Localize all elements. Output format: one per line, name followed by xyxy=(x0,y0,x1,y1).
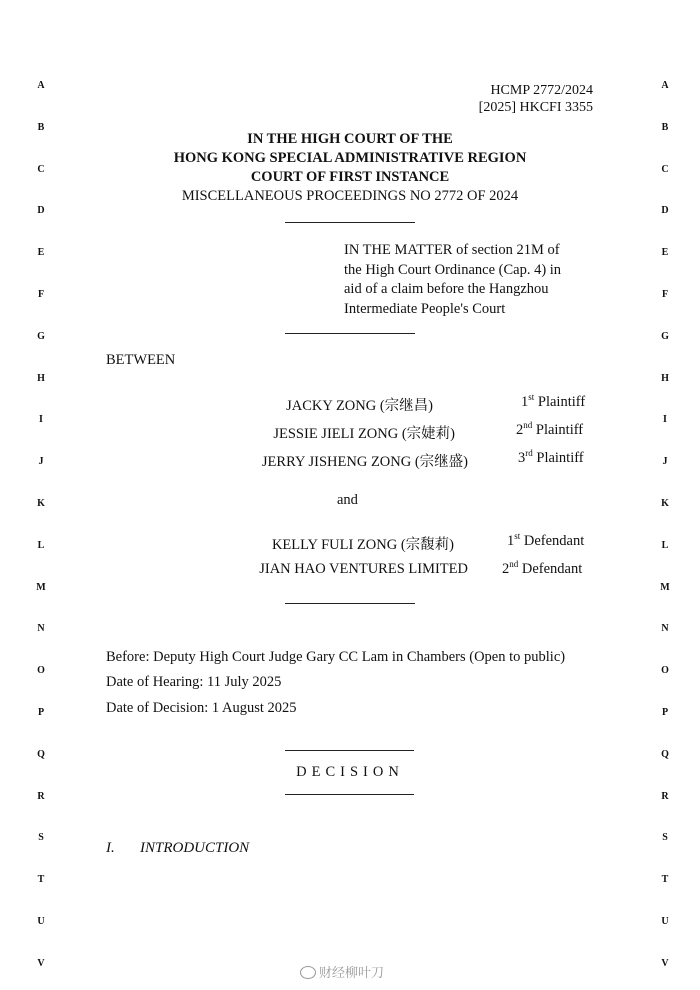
margin-letter-right-l: L xyxy=(661,539,669,551)
margin-letter-right-r: R xyxy=(661,790,669,802)
margin-letter-left-b: B xyxy=(37,121,45,133)
defendant-2-name: JIAN HAO VENTURES LIMITED xyxy=(259,561,468,577)
section-number: I. xyxy=(106,840,115,856)
matter-line: the High Court Ordinance (Cap. 4) in xyxy=(344,261,562,278)
watermark-text: 财经柳叶刀 xyxy=(319,966,385,981)
plaintiff-3-name: JERRY JISHENG ZONG (宗继盛) xyxy=(261,454,468,470)
margin-letter-left-s: S xyxy=(38,832,44,844)
margin-letter-right-f: F xyxy=(661,289,669,300)
case-number: HCMP 2772/2024 xyxy=(490,83,593,98)
margin-letter-left-p: P xyxy=(37,707,45,718)
margin-letter-left-l: L xyxy=(37,539,45,551)
section-title: INTRODUCTION xyxy=(140,840,250,856)
decision-title: DECISION xyxy=(296,764,404,780)
margin-letter-right-i: I xyxy=(663,414,667,426)
defendant-1-name: KELLY FULI ZONG (宗馥莉) xyxy=(271,537,454,553)
margin-letter-left-c: C xyxy=(37,163,45,175)
and-separator: and xyxy=(337,492,358,508)
margin-letter-right-u: U xyxy=(661,916,669,927)
margin-letter-left-q: Q xyxy=(37,748,45,760)
margin-letter-right-j: J xyxy=(662,456,668,468)
matter-line: aid of a claim before the Hangzhou xyxy=(344,281,549,297)
margin-letter-right-t: T xyxy=(661,874,669,886)
margin-letter-right-a: A xyxy=(661,80,669,91)
divider-rule xyxy=(285,222,415,223)
margin-letter-left-f: F xyxy=(37,289,45,300)
proceedings-number: MISCELLANEOUS PROCEEDINGS NO 2772 OF 2024 xyxy=(181,188,519,204)
margin-letter-left-j: J xyxy=(38,456,44,468)
margin-letter-right-o: O xyxy=(661,665,669,677)
margin-letter-right-m: M xyxy=(660,581,670,593)
watermark xyxy=(300,962,384,981)
matter-line: IN THE MATTER of section 21M of xyxy=(344,242,560,258)
margin-letter-left-g: G xyxy=(37,330,45,342)
margin-letter-left-t: T xyxy=(37,874,45,886)
margin-letter-left-a: A xyxy=(37,80,45,91)
defendant-1-role: 1st Defendant xyxy=(507,531,585,549)
case-citation: [2025] HKCFI 3355 xyxy=(478,100,593,115)
margin-letter-right-n: N xyxy=(661,623,669,635)
plaintiff-3-role: 3rd Plaintiff xyxy=(518,448,584,466)
margin-letter-left-r: R xyxy=(37,790,45,802)
margin-letter-right-h: H xyxy=(661,372,669,384)
between-label: BETWEEN xyxy=(106,352,176,368)
margin-letter-right-v: V xyxy=(661,957,669,969)
margin-letter-right-k: K xyxy=(661,498,669,509)
margin-letter-right-c: C xyxy=(661,163,669,175)
margin-letter-left-i: I xyxy=(39,414,43,426)
decision-top-rule xyxy=(285,750,414,751)
defendant-2-role: 2nd Defendant xyxy=(502,559,583,577)
margin-letter-right-p: P xyxy=(661,707,669,718)
margin-letter-left-o: O xyxy=(37,665,45,677)
margin-letter-right-e: E xyxy=(661,247,669,259)
decision-bottom-rule xyxy=(285,794,414,795)
margin-letter-left-u: U xyxy=(37,916,45,927)
divider-rule xyxy=(285,603,415,604)
plaintiff-2-role: 2nd Plaintiff xyxy=(516,420,584,438)
margin-letter-left-m: M xyxy=(36,581,46,593)
plaintiff-1-role: 1st Plaintiff xyxy=(521,392,586,410)
plaintiff-2-name: JESSIE JIELI ZONG (宗婕莉) xyxy=(273,426,455,442)
margin-letter-left-v: V xyxy=(37,957,45,969)
margin-letter-left-n: N xyxy=(37,623,45,635)
margin-letter-right-q: Q xyxy=(661,748,669,760)
date-of-decision: Date of Decision: 1 August 2025 xyxy=(106,700,297,716)
court-heading-line1: IN THE HIGH COURT OF THE xyxy=(247,131,453,147)
court-heading-line2: HONG KONG SPECIAL ADMINISTRATIVE REGION xyxy=(173,150,527,166)
margin-letter-left-k: K xyxy=(37,498,45,509)
margin-letter-right-d: D xyxy=(661,205,669,217)
matter-line: Intermediate People's Court xyxy=(344,300,506,317)
margin-letter-left-d: D xyxy=(37,205,45,217)
margin-letter-right-g: G xyxy=(661,330,669,342)
divider-rule xyxy=(285,333,415,334)
margin-letter-left-e: E xyxy=(37,247,45,259)
before-judge: Before: Deputy High Court Judge Gary CC Lam in Chambers (Open to public) xyxy=(106,649,566,665)
weibo-logo-icon xyxy=(300,966,316,979)
matter-block xyxy=(344,241,594,319)
margin-letter-right-s: S xyxy=(662,832,668,844)
margin-letter-right-b: B xyxy=(661,121,669,133)
date-of-hearing: Date of Hearing: 11 July 2025 xyxy=(106,674,282,690)
court-heading-line3: COURT OF FIRST INSTANCE xyxy=(250,169,450,185)
plaintiff-1-name: JACKY ZONG (宗继昌) xyxy=(286,398,433,414)
margin-letter-left-h: H xyxy=(37,372,45,384)
